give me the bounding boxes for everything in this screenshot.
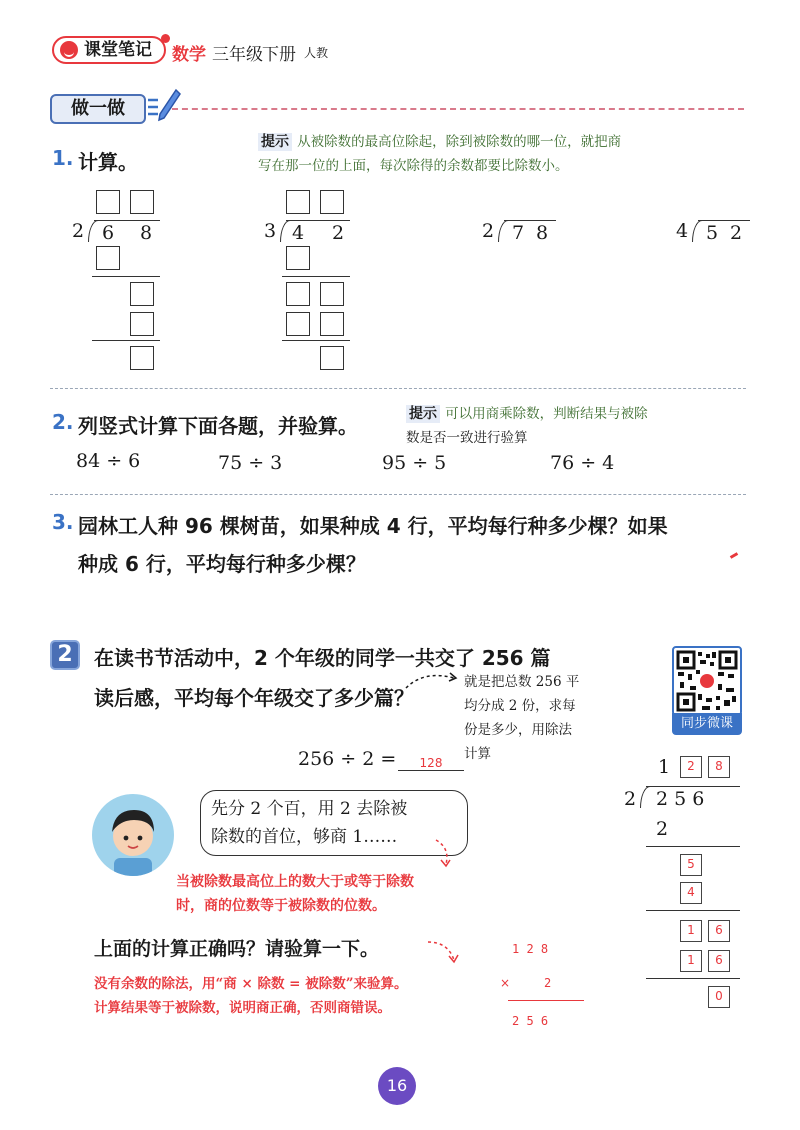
division-bar — [698, 220, 750, 221]
arrow-icon — [424, 938, 464, 968]
tip-line: 当被除数最高位上的数大于或等于除数 — [176, 874, 414, 890]
header-subject: 数学 — [172, 45, 206, 65]
brand-logo-text: 课堂笔记 — [84, 40, 152, 60]
answer-box[interactable] — [320, 282, 344, 306]
divisor: 4 — [676, 220, 689, 242]
tip-line: 计算结果等于被除数，说明商正确，否则商错误。 — [94, 1000, 391, 1016]
q2-number: 2. — [52, 410, 74, 434]
division-line — [646, 910, 740, 911]
qr-code-icon — [674, 648, 740, 714]
division-line — [92, 340, 160, 341]
dividend-digit: 8 — [536, 222, 549, 244]
hint-label: 提示 — [258, 133, 292, 151]
quotient-digit: 1 — [658, 756, 671, 778]
verify-line — [508, 1000, 584, 1001]
speech-bubble — [200, 790, 468, 856]
answer-box[interactable] — [130, 190, 154, 214]
answer-box[interactable] — [130, 346, 154, 370]
answer-box[interactable] — [96, 246, 120, 270]
q1-number: 1. — [52, 146, 74, 170]
dividend-digit: 2 — [730, 222, 743, 244]
divisor: 3 — [264, 220, 277, 242]
divisor: 2 — [72, 220, 85, 242]
step-box[interactable]: 6 — [708, 920, 730, 942]
dividend: 2 5 6 — [656, 788, 705, 810]
arrow-icon — [404, 668, 464, 692]
dividend-digit: 6 — [102, 222, 115, 244]
step-box[interactable]: 0 — [708, 986, 730, 1008]
page-number: 16 — [378, 1067, 416, 1105]
answer-box[interactable] — [320, 346, 344, 370]
dividend-digit: 8 — [140, 222, 153, 244]
section-title: 做一做 — [50, 94, 146, 124]
student-avatar — [92, 794, 174, 876]
arrow-icon — [430, 838, 460, 870]
smile-icon — [60, 41, 78, 59]
division-bracket — [88, 220, 98, 242]
example-line-2: 读后感，平均每个年级交了多少篇？ — [94, 686, 414, 710]
division-bracket — [280, 220, 290, 242]
answer-box[interactable] — [320, 190, 344, 214]
step-box[interactable]: 1 — [680, 950, 702, 972]
answer-box[interactable] — [130, 312, 154, 336]
division-bar — [504, 220, 556, 221]
divisor: 2 — [624, 788, 637, 810]
q2-hint — [406, 402, 756, 450]
verify-multiplier: 2 — [544, 976, 552, 990]
header-book: 下册 — [262, 45, 296, 65]
qr-code[interactable] — [672, 646, 742, 716]
step-value: 2 — [656, 818, 669, 840]
dividend-digit: 2 — [332, 222, 345, 244]
division-line — [92, 276, 160, 277]
q1-text: 计算。 — [78, 150, 138, 174]
division-bracket — [498, 220, 508, 242]
hint-line-1: 可以用商乘除数，判断结果与被除 — [445, 406, 648, 422]
verify-question: 上面的计算正确吗？请验算一下。 — [94, 938, 380, 960]
verify-result: 2 5 6 — [512, 1014, 549, 1028]
division-bar — [286, 220, 350, 221]
header-publisher: 人教 — [304, 46, 329, 60]
division-line — [282, 340, 350, 341]
expression: 75 ÷ 3 — [218, 452, 283, 474]
q3-line-1: 园林工人种 96 棵树苗，如果种成 4 行，平均每行种多少棵？如果 — [78, 514, 668, 538]
section-divider — [172, 108, 744, 110]
dividend-digit: 4 — [292, 222, 305, 244]
bubble-line-1: 先分 2 个百，用 2 去除被 — [211, 799, 408, 819]
tip-note-1 — [176, 870, 556, 918]
expression: 84 ÷ 6 — [76, 450, 141, 472]
example-line-1: 在读书节活动中，2 个年级的同学一共交了 256 篇 — [94, 646, 551, 670]
q2-text: 列竖式计算下面各题，并验算。 — [78, 414, 358, 438]
brand-logo — [52, 36, 166, 64]
equation-answer: 128 — [398, 756, 464, 771]
division-line — [646, 978, 740, 979]
hint-label: 提示 — [406, 405, 440, 423]
tip-line: 没有余数的除法，用“商 × 除数 = 被除数”来验算。 — [94, 976, 408, 992]
side-note-line: 份是多少，用除法 — [464, 722, 572, 738]
verify-top: 1 2 8 — [512, 942, 549, 956]
step-box[interactable]: 5 — [680, 854, 702, 876]
q1-hint — [258, 130, 758, 178]
boy-icon — [92, 794, 174, 876]
step-box[interactable]: 4 — [680, 882, 702, 904]
quotient-box[interactable]: 2 — [680, 756, 702, 778]
step-box[interactable]: 6 — [708, 950, 730, 972]
side-note — [464, 670, 624, 766]
dividend-digit: 5 — [706, 222, 719, 244]
q3-number: 3. — [52, 510, 74, 534]
division-line — [282, 276, 350, 277]
division-bracket — [692, 220, 702, 242]
division-bar — [94, 220, 160, 221]
answer-box[interactable] — [286, 282, 310, 306]
division-bar — [646, 786, 740, 787]
hint-line-2: 写在那一位的上面，每次除得的余数都要比除数小。 — [258, 158, 569, 174]
section-divider — [50, 494, 746, 495]
pencil-icon — [146, 86, 182, 126]
qr-label: 同步微课 — [672, 713, 742, 735]
answer-box[interactable] — [286, 190, 310, 214]
division-line — [646, 846, 740, 847]
q3-line-2: 种成 6 行，平均每行种多少棵？ — [78, 552, 366, 576]
side-note-line: 均分成 2 份，求每 — [464, 698, 576, 714]
hint-line-1: 从被除数的最高位除起，除到被除数的哪一位，就把商 — [297, 134, 622, 150]
dot-icon — [161, 34, 170, 43]
quotient-box[interactable]: 8 — [708, 756, 730, 778]
answer-box[interactable] — [286, 312, 310, 336]
expression: 95 ÷ 5 — [382, 452, 447, 474]
side-note-line: 就是把总数 256 平 — [464, 674, 580, 690]
answer-box[interactable] — [286, 246, 310, 270]
tip-note-2 — [94, 972, 514, 1020]
header-grade: 三年级 — [212, 45, 263, 65]
answer-box[interactable] — [320, 312, 344, 336]
dividend-digit: 7 — [512, 222, 525, 244]
times-sign: × — [500, 976, 511, 990]
bubble-line-2: 除数的首位，够商 1…… — [211, 827, 398, 847]
division-bracket — [640, 786, 650, 808]
section-divider — [50, 388, 746, 389]
step-box[interactable]: 1 — [680, 920, 702, 942]
hint-line-2: 数是否一致进行验算 — [406, 430, 528, 446]
divisor: 2 — [482, 220, 495, 242]
answer-box[interactable] — [96, 190, 120, 214]
equation: 256 ÷ 2 = — [298, 748, 397, 770]
example-badge: 2 — [50, 640, 80, 670]
side-note-line: 计算 — [464, 746, 491, 762]
expression: 76 ÷ 4 — [550, 452, 615, 474]
answer-box[interactable] — [130, 282, 154, 306]
tip-line: 时，商的位数等于被除数的位数。 — [176, 898, 386, 914]
